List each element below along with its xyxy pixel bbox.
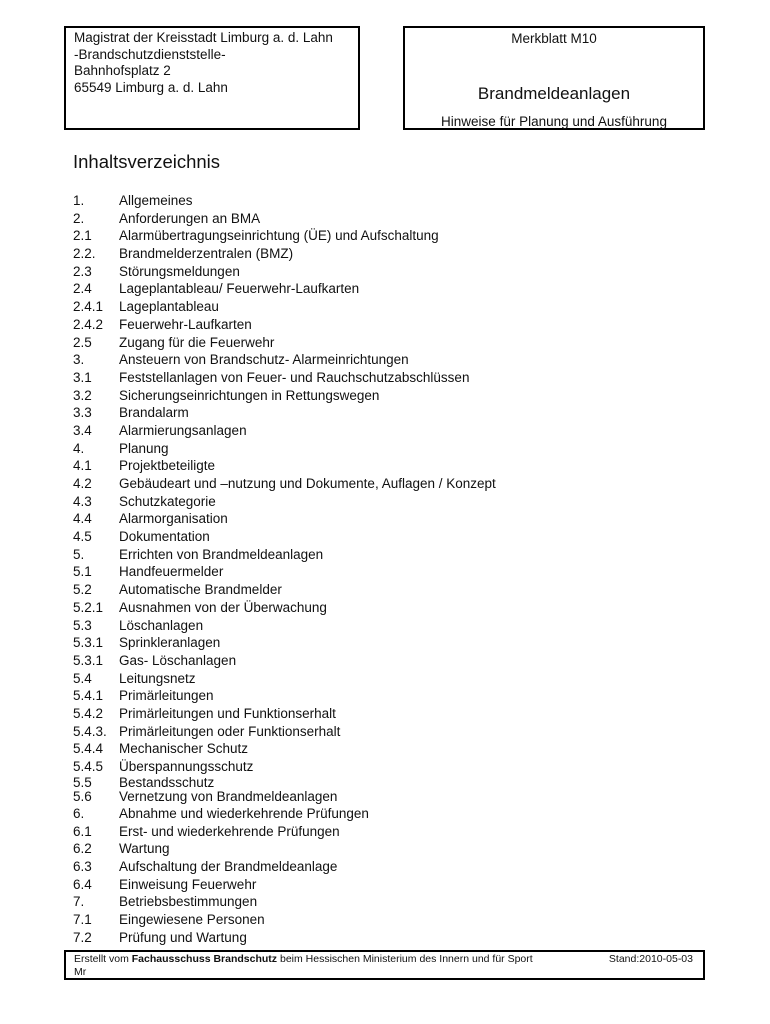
toc-entry: [73, 599, 713, 617]
toc-entry-number: 3.2: [73, 387, 92, 403]
toc-entry-number: 5.2.1: [73, 599, 104, 615]
toc-entry: [73, 245, 713, 263]
toc-entry-number: 5.4.2: [73, 705, 104, 721]
address-line: Magistrat der Kreisstadt Limburg a. d. Lahn: [74, 30, 333, 45]
toc-entry-number: 2.3: [73, 263, 92, 279]
footer-author: Mr: [74, 965, 87, 978]
toc-entry-label: Handfeuermelder: [119, 564, 224, 580]
toc-entry-number: 2.1: [73, 228, 92, 244]
toc-entry-label: Errichten von Brandmeldeanlagen: [119, 546, 324, 562]
toc-entry: [73, 790, 713, 805]
toc-entry: [73, 634, 713, 652]
toc-entry-number: 6.2: [73, 841, 92, 857]
address-line: -Brandschutzdienststelle-: [74, 46, 226, 62]
toc-heading: Inhaltsverzeichnis: [73, 151, 221, 172]
toc-entry-label: Löschanlagen: [119, 617, 204, 633]
toc-entry: [73, 493, 713, 511]
toc-entry-number: 6.: [73, 805, 85, 821]
toc-entry-label: Anforderungen an BMA: [119, 210, 261, 226]
toc-entry-number: 2.5: [73, 334, 92, 350]
toc-entry-label: Gebäudeart und –nutzung und Dokumente, Auflagen / Konzept: [119, 476, 496, 491]
toc-entry-label: Vernetzung von Brandmeldeanlagen: [119, 789, 338, 805]
footer: [64, 950, 705, 980]
toc-entry-number: 5.3.1: [73, 635, 104, 651]
toc-entry-label: Planung: [119, 440, 169, 456]
footer-date: Stand:2010-05-03: [608, 953, 693, 965]
toc-entry: [73, 929, 713, 947]
toc-entry: [73, 227, 713, 245]
toc-entry-label: Sicherungseinrichtungen in Rettungswegen: [119, 387, 380, 403]
toc-entry: [73, 192, 713, 210]
toc-entry-label: Ausnahmen von der Überwachung: [119, 599, 327, 615]
toc-entry: [73, 369, 713, 387]
toc-entry: [73, 858, 713, 876]
toc-entry: [73, 334, 713, 352]
document-subtitle: Hinweise für Planung und Ausführung: [441, 114, 667, 129]
toc-entry-label: Leitungsnetz: [119, 670, 196, 686]
toc-entry-number: 2.4.2: [73, 316, 104, 332]
toc-entry-number: 2.4.1: [73, 299, 104, 315]
toc-entry-number: 3.: [73, 352, 85, 368]
toc-entry: [73, 475, 713, 493]
toc-entry-label: Bestandsschutz: [119, 774, 215, 790]
toc-entry-label: Abnahme und wiederkehrende Prüfungen: [119, 805, 369, 821]
toc-entry-label: Aufschaltung der Brandmeldeanlage: [119, 858, 338, 874]
toc-entry-number: 3.1: [73, 369, 92, 385]
toc-entry-number: 5.1: [73, 564, 92, 580]
toc-entry: [73, 776, 713, 791]
toc-entry: [73, 911, 713, 929]
sheet-title-box: [403, 26, 705, 130]
toc-entry: [73, 758, 713, 776]
toc-entry-label: Primärleitungen und Funktionserhalt: [119, 705, 336, 721]
toc-entry-label: Primärleitungen: [119, 688, 214, 704]
toc-entry-number: 5.: [73, 546, 85, 562]
toc-entry-number: 5.5: [73, 774, 92, 790]
toc-entry-label: Automatische Brandmelder: [119, 582, 282, 598]
toc-entry: [73, 876, 713, 894]
toc-entry-label: Störungsmeldungen: [119, 263, 240, 279]
toc-entry-number: 2.2.: [73, 246, 96, 262]
toc-entry: [73, 581, 713, 599]
toc-entry-number: 4.: [73, 440, 85, 456]
toc-entry-label: Lageplantableau: [119, 299, 219, 315]
footer-prefix: Erstellt vom: [74, 953, 132, 965]
toc-entry-number: 4.1: [73, 458, 92, 474]
toc-entry: [73, 740, 713, 758]
toc-entry-number: 5.3: [73, 617, 92, 633]
toc-entry-label: Alarmorganisation: [119, 511, 228, 527]
toc-entry-label: Gas- Löschanlagen: [119, 652, 237, 668]
toc-entry-number: 6.3: [73, 858, 92, 874]
toc-entry-label: Brandalarm: [119, 405, 189, 421]
toc-entry-label: Schutzkategorie: [119, 493, 216, 509]
footer-suffix: beim Hessischen Ministerium des Innern und für Sport: [277, 953, 533, 965]
toc-entry: [73, 528, 713, 546]
toc-entry: [73, 422, 713, 440]
toc-entry-number: 3.4: [73, 422, 92, 438]
toc-entry: [73, 351, 713, 369]
toc-entry-label: Ansteuern von Brandschutz- Alarmeinrichtungen: [119, 352, 409, 368]
toc-entry-number: 1.: [73, 193, 85, 208]
toc-entry: [73, 546, 713, 564]
toc-entry-label: Mechanischer Schutz: [119, 741, 249, 757]
toc-entry: [73, 387, 713, 405]
toc-entry-label: Sprinkleranlagen: [119, 635, 221, 651]
footer-credit: [74, 953, 695, 966]
toc-entry-number: 5.4.4: [73, 741, 104, 757]
toc-entry-number: 5.4.5: [73, 759, 104, 774]
toc-entry-label: Betriebsbestimmungen: [119, 894, 258, 910]
toc-entry: [73, 652, 713, 670]
footer-committee: Fachausschuss Brandschutz: [131, 953, 278, 965]
toc-entry-number: 3.3: [73, 405, 92, 421]
toc-entry-label: Zugang für die Feuerwehr: [119, 334, 275, 350]
table-of-contents: [73, 192, 713, 946]
toc-entry-label: Prüfung und Wartung: [119, 929, 247, 945]
toc-entry-label: Allgemeines: [119, 193, 193, 208]
toc-entry: [73, 840, 713, 858]
toc-entry: [73, 687, 713, 705]
toc-entry: [73, 670, 713, 688]
toc-entry-label: Dokumentation: [119, 529, 210, 545]
toc-entry: [73, 563, 713, 581]
toc-entry-number: 7.2: [73, 929, 92, 945]
toc-entry-label: Feuerwehr-Laufkarten: [119, 316, 252, 332]
toc-entry-number: 5.2: [73, 582, 92, 598]
toc-entry-label: Brandmelderzentralen (BMZ): [119, 246, 294, 262]
toc-entry-number: 2.: [73, 210, 85, 226]
toc-entry: [73, 457, 713, 475]
toc-entry-number: 5.4.3.: [73, 723, 107, 739]
toc-entry-number: 6.1: [73, 823, 92, 839]
toc-entry-label: Primärleitungen oder Funktionserhalt: [119, 723, 341, 739]
toc-entry-label: Eingewiesene Personen: [119, 912, 265, 927]
toc-entry-number: 4.5: [73, 529, 92, 545]
toc-entry-number: 7.: [73, 894, 85, 910]
toc-entry: [73, 298, 713, 316]
toc-entry-label: Alarmierungsanlagen: [119, 422, 247, 438]
toc-entry: [73, 210, 713, 228]
toc-entry-number: 2.4: [73, 281, 92, 297]
toc-entry-number: 7.1: [73, 912, 92, 927]
toc-entry-number: 5.4.1: [73, 688, 104, 704]
address-line: Bahnhofsplatz 2: [74, 63, 171, 78]
toc-entry-label: Alarmübertragungseinrichtung (ÜE) und Aufschaltung: [119, 228, 439, 244]
address-line: 65549 Limburg a. d. Lahn: [74, 79, 228, 95]
toc-entry: [73, 805, 713, 823]
toc-entry-number: 5.4: [73, 670, 92, 686]
toc-entry-label: Feststellanlagen von Feuer- und Rauchschutzabschlüssen: [119, 369, 470, 385]
toc-entry-label: Lageplantableau/ Feuerwehr-Laufkarten: [119, 281, 360, 297]
document-title: Brandmeldeanlagen: [477, 84, 631, 103]
toc-entry: [73, 316, 713, 334]
toc-entry-number: 4.3: [73, 493, 92, 509]
toc-entry: [73, 705, 713, 723]
toc-entry: [73, 510, 713, 528]
issuer-address-box: [64, 26, 360, 130]
toc-entry: [73, 723, 713, 741]
toc-entry: [73, 263, 713, 281]
toc-entry-label: Projektbeteiligte: [119, 458, 216, 474]
toc-entry-number: 5.3.1: [73, 652, 104, 668]
toc-entry-label: Einweisung Feuerwehr: [119, 876, 257, 892]
toc-entry-label: Erst- und wiederkehrende Prüfungen: [119, 823, 340, 839]
sheet-code: Merkblatt M10: [511, 31, 597, 46]
toc-entry-label: Überspannungsschutz: [119, 759, 254, 774]
toc-entry: [73, 280, 713, 298]
toc-entry: [73, 440, 713, 458]
toc-entry-number: 4.4: [73, 511, 92, 527]
toc-entry: [73, 404, 713, 422]
toc-entry-number: 6.4: [73, 876, 92, 892]
toc-entry: [73, 893, 713, 911]
toc-entry: [73, 617, 713, 635]
toc-entry-label: Wartung: [119, 841, 170, 857]
toc-entry-number: 5.6: [73, 789, 92, 805]
toc-entry: [73, 823, 713, 841]
toc-entry-number: 4.2: [73, 476, 92, 491]
